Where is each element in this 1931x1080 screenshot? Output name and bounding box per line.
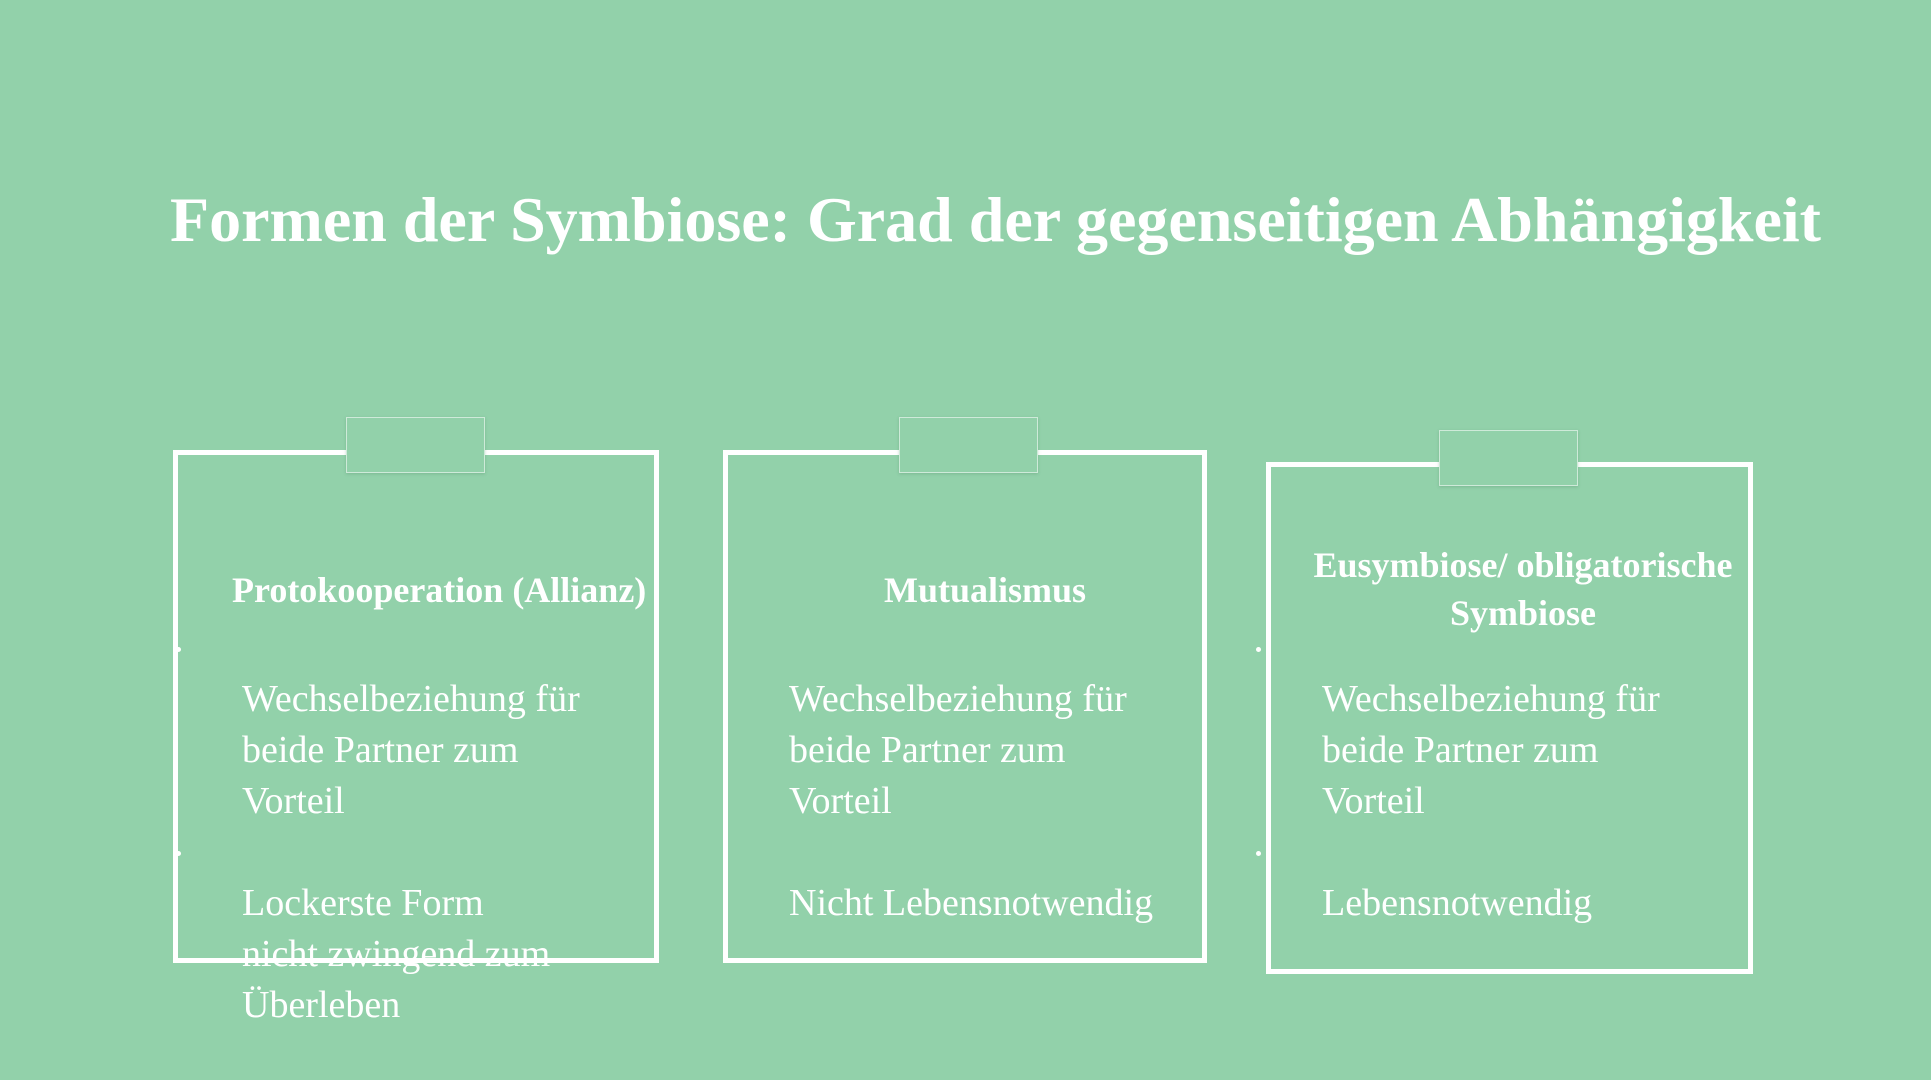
- card-tab: [899, 417, 1038, 473]
- bullet-list: [242, 623, 580, 1031]
- bullet-text: Lebensnotwendig: [1322, 882, 1593, 924]
- bullet-list: [789, 623, 1153, 929]
- bullet-dot: [1256, 647, 1261, 652]
- card-tab: [1439, 430, 1578, 486]
- list-item: [789, 827, 1153, 929]
- bullet-dot: [176, 647, 181, 652]
- bullet-text: Wechselbeziehung für beide Partner zum Vorteil: [789, 678, 1127, 822]
- slide-title: Formen der Symbiose: Grad der gegenseitigen Abhängigkeit: [170, 184, 1821, 255]
- bullet-dot: [723, 851, 728, 856]
- card-tab: [346, 417, 485, 473]
- list-item: [1322, 827, 1660, 929]
- bullet-dot: [176, 851, 181, 856]
- list-item: [242, 623, 580, 827]
- bullet-text: Nicht Lebensnotwendig: [789, 882, 1154, 924]
- list-item: [789, 623, 1153, 827]
- bullet-dot: [1256, 851, 1261, 856]
- card-heading: Eusymbiose/ obligatorische Symbiose: [1313, 545, 1733, 633]
- bullet-text: Lockerste Form nicht zwingend zum Überleben: [242, 882, 551, 1026]
- card-heading: Mutualismus: [883, 570, 1087, 610]
- bullet-list: [1322, 623, 1660, 929]
- card-heading: Protokooperation (Allianz): [232, 570, 647, 610]
- list-item: [242, 827, 580, 1031]
- list-item: [1322, 623, 1660, 827]
- bullet-text: Wechselbeziehung für beide Partner zum Vorteil: [1322, 678, 1660, 822]
- bullet-text: Wechselbeziehung für beide Partner zum Vorteil: [242, 678, 580, 822]
- bullet-dot: [723, 647, 728, 652]
